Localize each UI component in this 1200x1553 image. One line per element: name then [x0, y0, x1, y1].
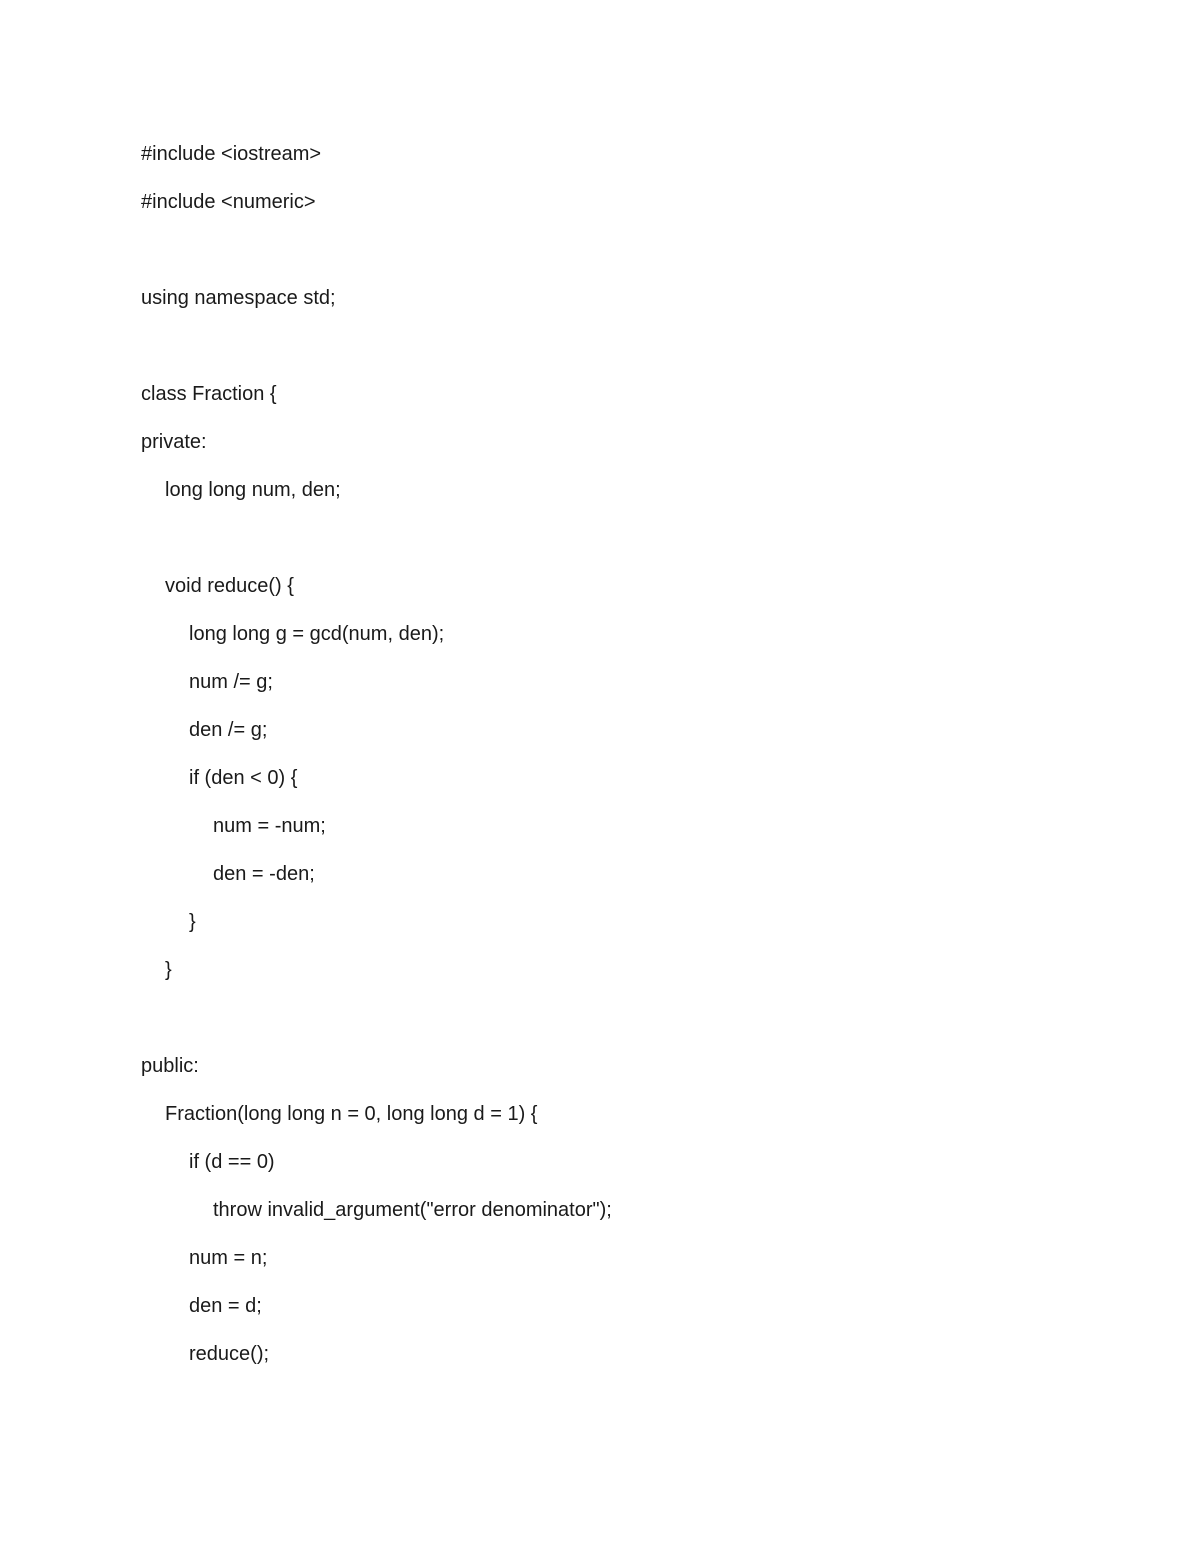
code-line: #include <iostream> [141, 143, 322, 165]
code-line: long long g = gcd(num, den); [189, 623, 445, 645]
code-line: reduce(); [189, 1343, 270, 1365]
code-line: num /= g; [189, 671, 273, 693]
code-line: long long num, den; [165, 479, 341, 501]
code-line: using namespace std; [141, 287, 336, 309]
code-line: } [165, 959, 172, 981]
code-line: throw invalid_argument("error denominator"); [213, 1199, 612, 1221]
code-line: num = n; [189, 1247, 268, 1269]
code-line: den /= g; [189, 719, 268, 741]
code-line: if (den < 0) { [189, 767, 298, 789]
code-line: den = -den; [213, 863, 315, 885]
code-line: } [189, 911, 196, 933]
code-line: den = d; [189, 1295, 262, 1317]
code-line: if (d == 0) [189, 1151, 275, 1173]
code-line: num = -num; [213, 815, 326, 837]
code-line: class Fraction { [141, 383, 277, 405]
code-line: public: [141, 1055, 199, 1077]
code-line: Fraction(long long n = 0, long long d = 1) { [165, 1103, 538, 1125]
code-line: #include <numeric> [141, 191, 316, 213]
code-line: void reduce() { [165, 575, 294, 597]
code-line: private: [141, 431, 207, 453]
